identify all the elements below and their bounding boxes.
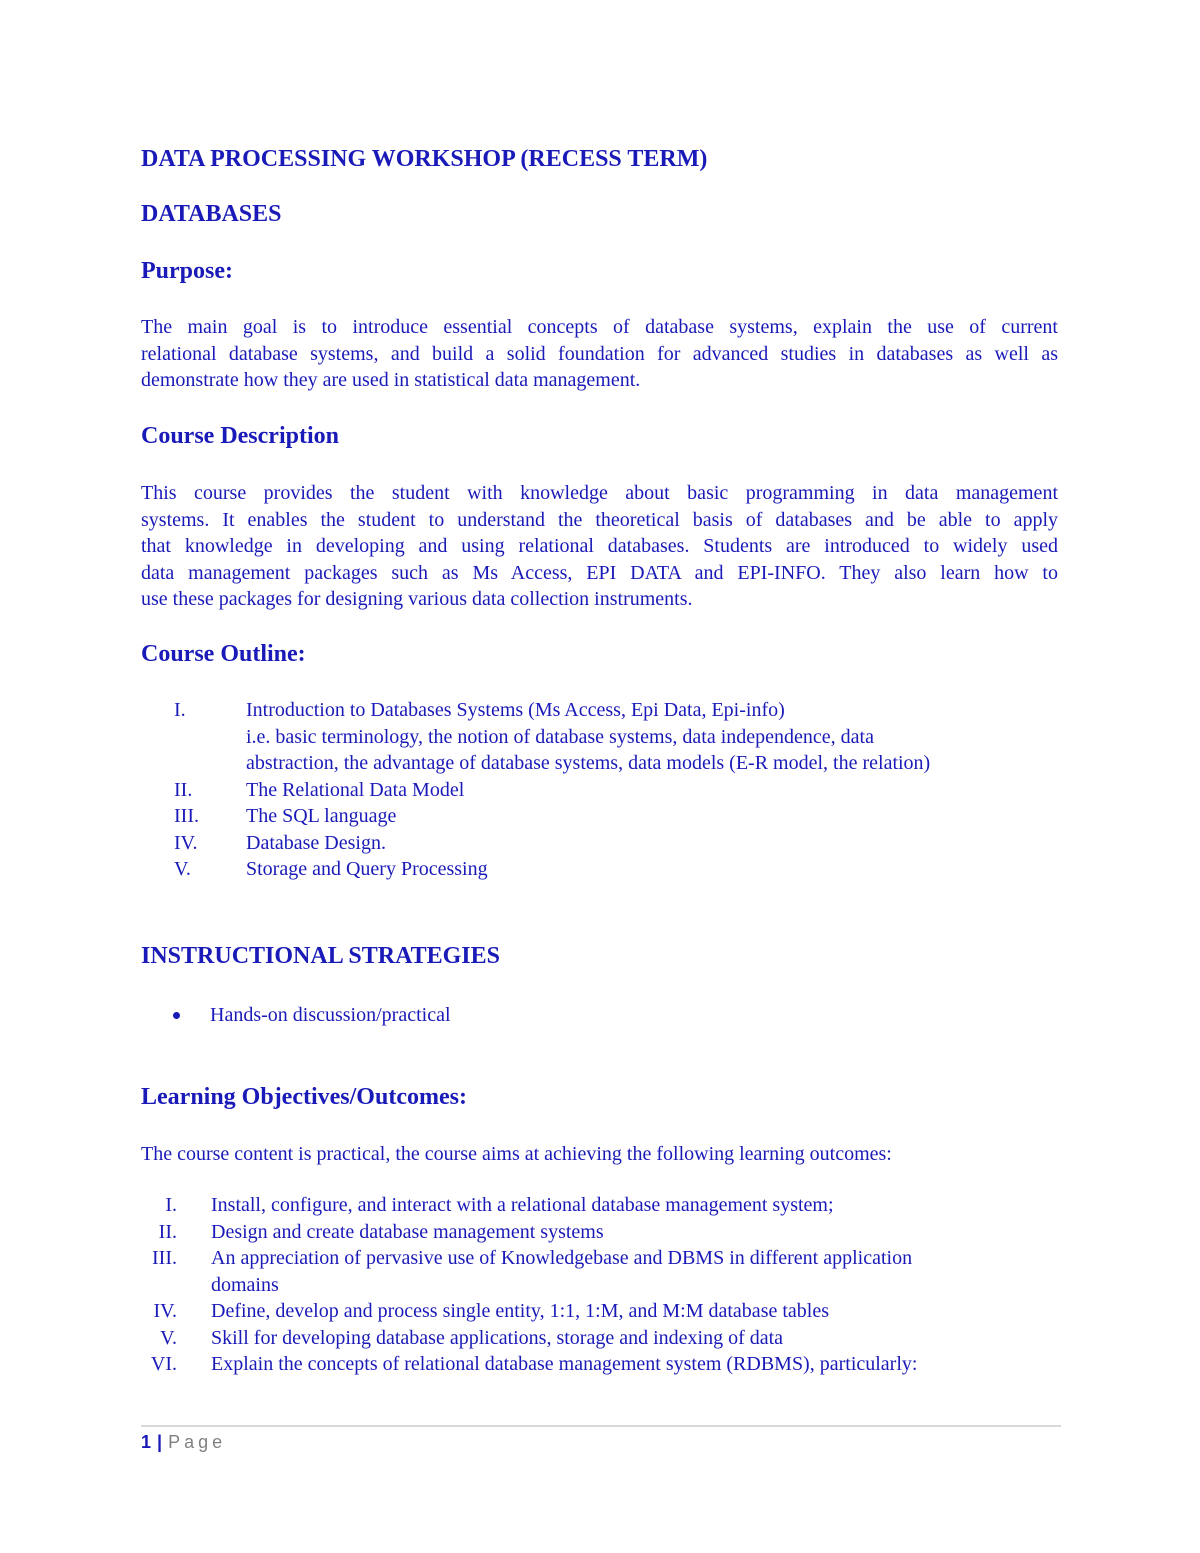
list-item-text: Install, configure, and interact with a relational database management system;	[211, 1194, 834, 1216]
course-description-line: that knowledge in developing and using relational databases. Students are introduced to widely used	[141, 535, 1058, 557]
purpose-paragraph	[141, 314, 1058, 394]
course-description-heading: Course Description	[141, 423, 339, 449]
list-item-text: Define, develop and process single entity, 1:1, 1:M, and M:M database tables	[211, 1300, 829, 1322]
list-item-text	[246, 697, 1054, 777]
bullet-icon	[173, 1012, 180, 1019]
document-title: DATA PROCESSING WORKSHOP (RECESS TERM)	[141, 146, 708, 172]
document-subtitle: DATABASES	[141, 201, 282, 227]
list-item-text	[211, 1245, 1041, 1298]
list-item-number: II.	[174, 778, 193, 801]
list-item-text: Design and create database management systems	[211, 1220, 604, 1243]
course-description-line: data management packages such as Ms Access, EPI DATA and EPI-INFO. They also learn how to	[141, 561, 1058, 584]
list-item-number: III.	[174, 805, 199, 827]
list-item-number: IV.	[174, 831, 198, 854]
list-item-number: I.	[174, 699, 186, 721]
list-item	[174, 803, 1054, 830]
course-outline-list	[174, 697, 1054, 883]
list-item-line: abstraction, the advantage of database systems, data models (E-R model, the relation)	[246, 752, 931, 774]
list-item-number: VI.	[150, 1353, 177, 1375]
list-item	[141, 1219, 1041, 1246]
list-item-number: II.	[158, 1220, 177, 1243]
list-item-line: domains	[211, 1273, 279, 1296]
footer-separator: |	[157, 1432, 163, 1452]
list-item-number: V.	[174, 858, 191, 880]
list-item-number: III.	[152, 1247, 177, 1269]
course-outline-heading: Course Outline:	[141, 641, 306, 667]
learning-objectives-intro: The course content is practical, the course aims at achieving the following learning outcomes:	[141, 1143, 892, 1165]
course-description-line: This course provides the student with knowledge about basic programming in data management	[141, 482, 1058, 504]
instructional-strategies-list	[170, 1002, 451, 1029]
list-item-text: Skill for developing database applications, storage and indexing of data	[211, 1326, 784, 1349]
list-item-text: The SQL language	[246, 805, 397, 827]
list-item	[141, 1192, 1041, 1219]
list-item	[174, 830, 1054, 857]
purpose-line: demonstrate how they are used in statistical data management.	[141, 369, 641, 391]
purpose-line: relational database systems, and build a solid foundation for advanced studies in databases as well as	[141, 342, 1058, 365]
list-item-line: i.e. basic terminology, the notion of database systems, data independence, data	[246, 725, 874, 748]
list-item-line: Introduction to Databases Systems (Ms Access, Epi Data, Epi-info)	[246, 699, 785, 721]
purpose-line: The main goal is to introduce essential concepts of database systems, explain the use of current	[141, 316, 1058, 338]
instructional-strategies-heading: INSTRUCTIONAL STRATEGIES	[141, 943, 501, 969]
list-item-text: Explain the concepts of relational database management system (RDBMS), particularly:	[211, 1353, 918, 1375]
course-description-line: systems. It enables the student to understand the theoretical basis of databases and be able to apply	[141, 508, 1058, 531]
list-item	[141, 1351, 1041, 1378]
list-item	[141, 1245, 1041, 1298]
list-item-number: I.	[165, 1194, 177, 1216]
page-label: Page	[168, 1432, 227, 1452]
learning-objectives-list	[141, 1192, 1041, 1378]
list-item-number: V.	[160, 1326, 177, 1349]
course-description-paragraph	[141, 480, 1058, 613]
list-item-text: Hands-on discussion/practical	[210, 1004, 451, 1026]
list-item	[141, 1298, 1041, 1325]
list-item-text: The Relational Data Model	[246, 778, 465, 801]
course-description-line: use these packages for designing various data collection instruments.	[141, 588, 693, 610]
list-item	[174, 697, 1054, 777]
list-item	[174, 777, 1054, 804]
page-number: 1	[141, 1432, 152, 1452]
list-item-number: IV.	[153, 1300, 177, 1322]
list-item	[170, 1002, 451, 1029]
list-item-text: Database Design.	[246, 831, 386, 854]
list-item	[141, 1325, 1041, 1352]
page-footer	[141, 1432, 226, 1453]
list-item-line: An appreciation of pervasive use of Knowledgebase and DBMS in different application	[211, 1247, 913, 1269]
list-item	[174, 856, 1054, 883]
footer-divider	[141, 1425, 1061, 1427]
list-item-text: Storage and Query Processing	[246, 858, 488, 880]
learning-objectives-heading: Learning Objectives/Outcomes:	[141, 1084, 467, 1110]
purpose-heading: Purpose:	[141, 258, 233, 284]
